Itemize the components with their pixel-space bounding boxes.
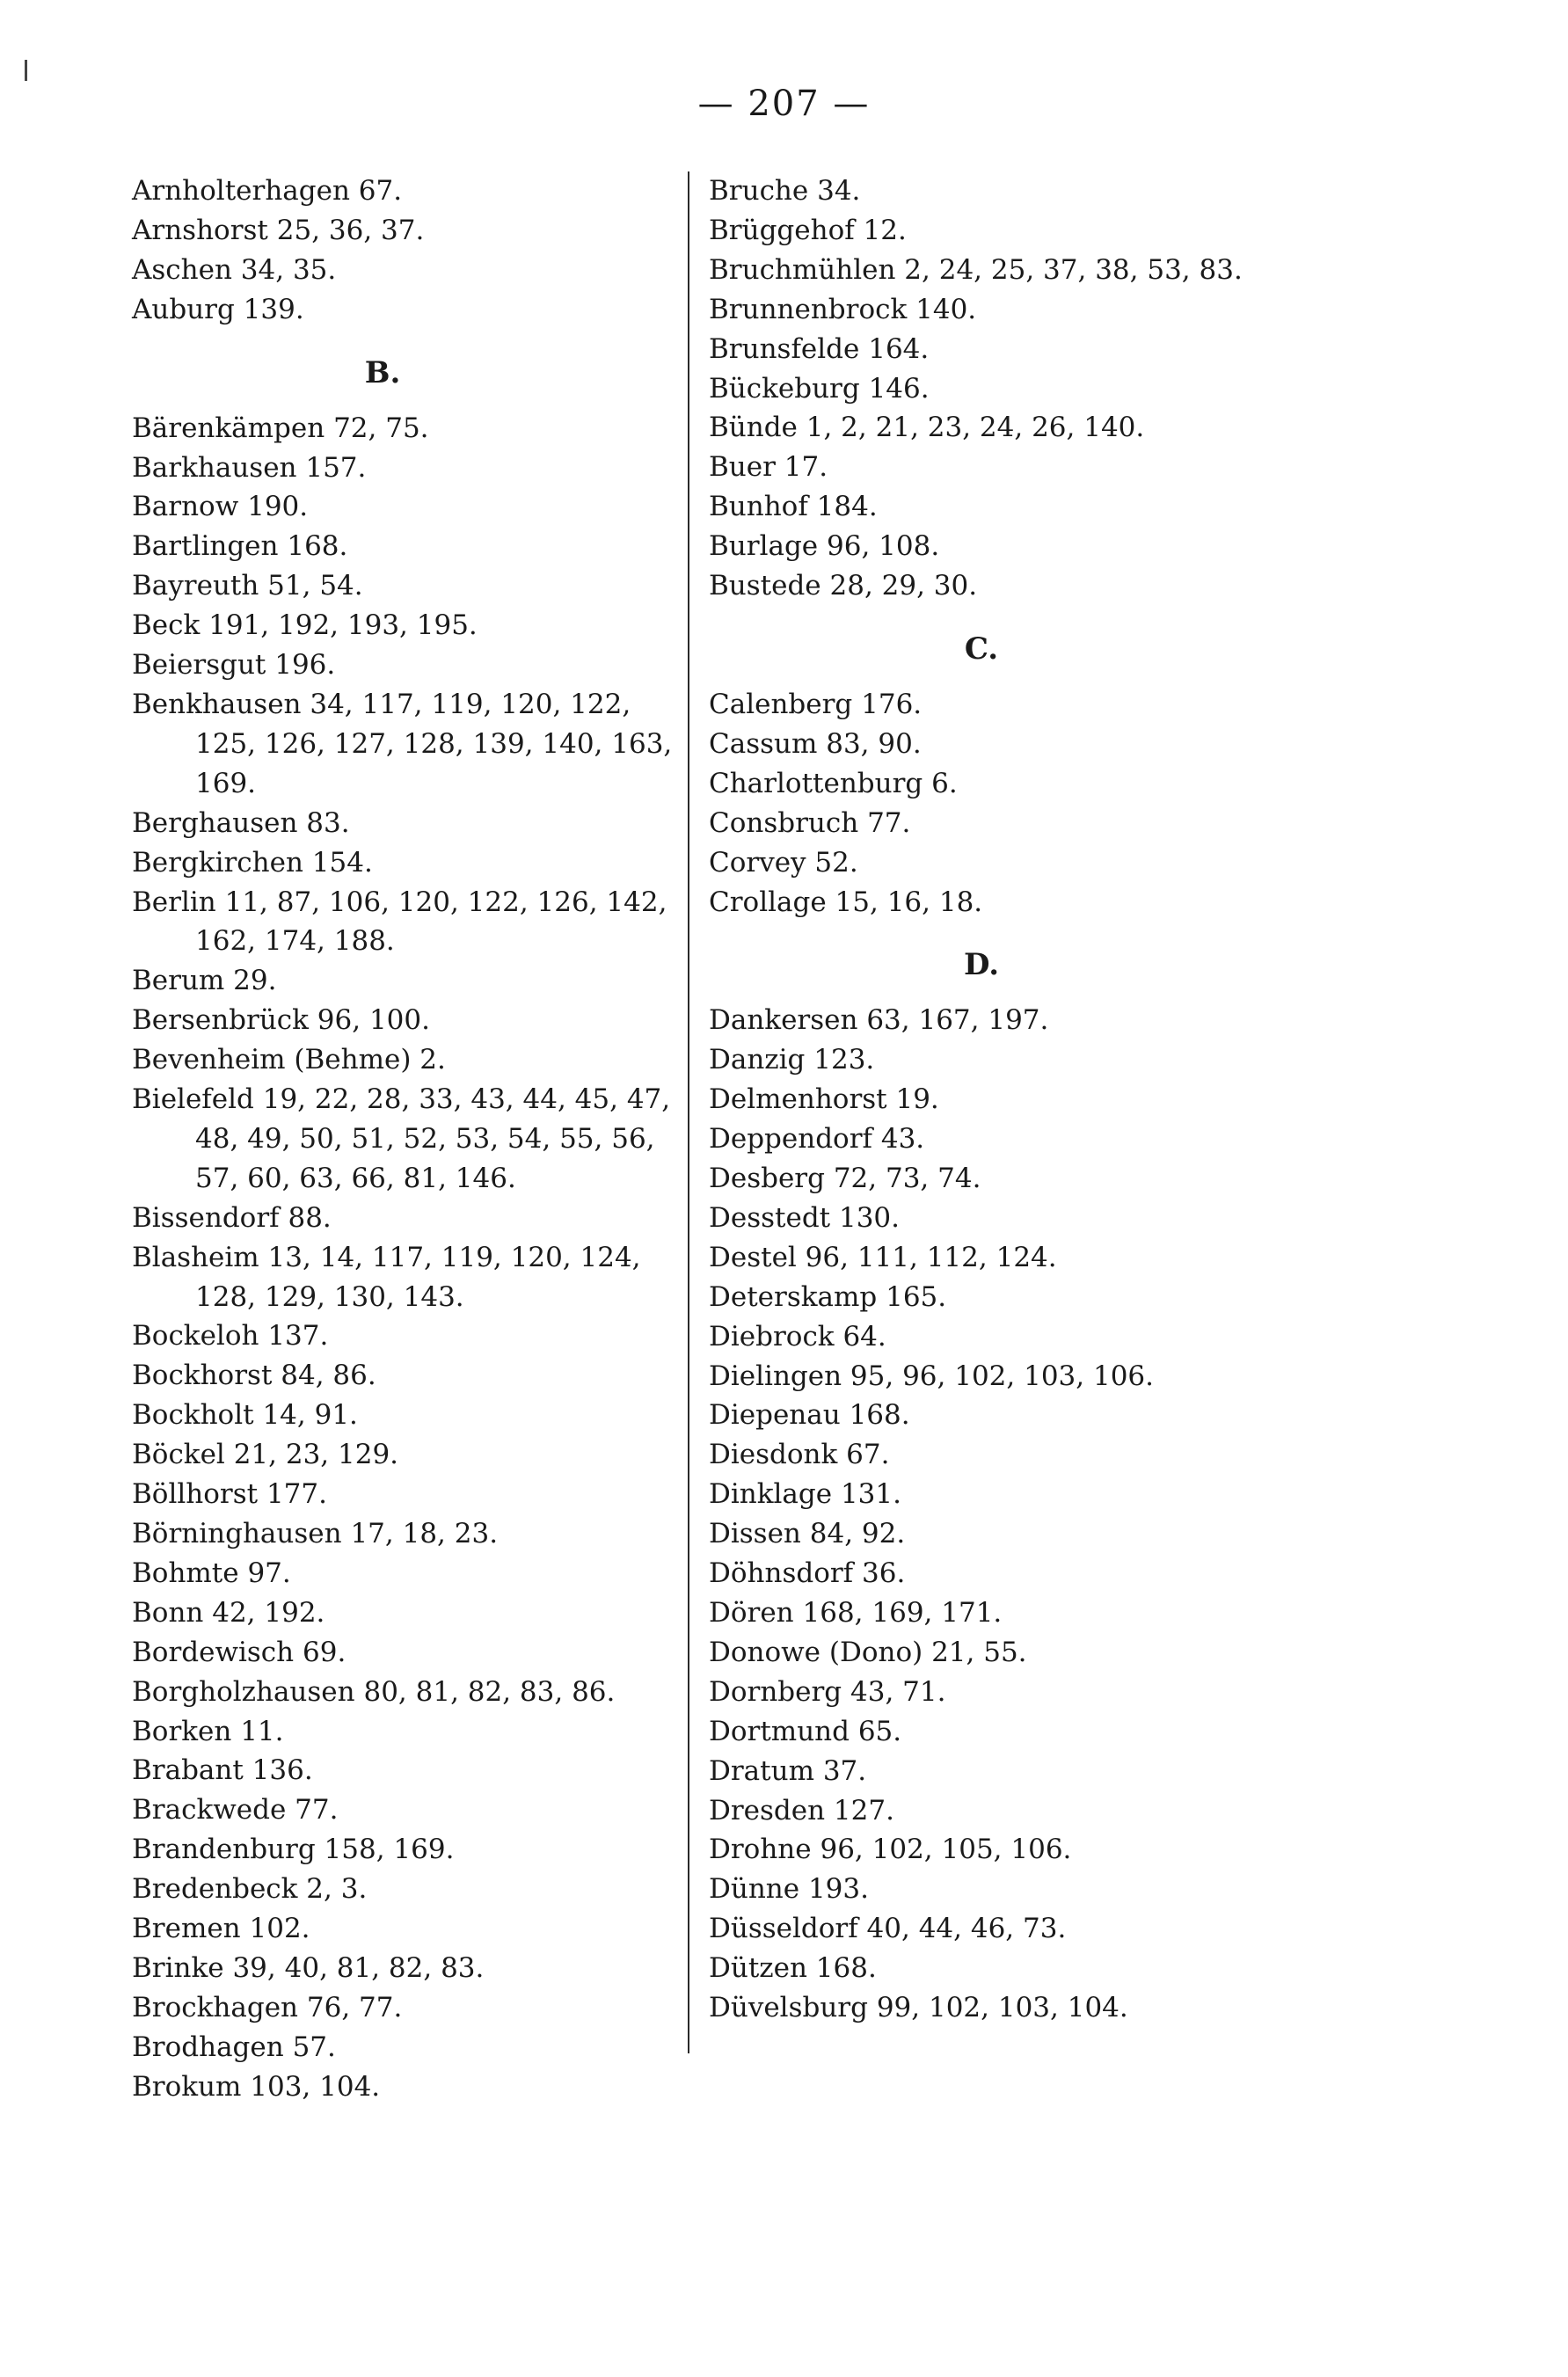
index-entry: Bersenbrück 96, 100. [132,1004,430,1037]
index-entry: Bevenheim (Behme) 2. [132,1044,446,1076]
section-heading-b: B. [364,354,401,390]
index-entry: Bruchmühlen 2, 24, 25, 37, 38, 53, 83. [709,253,1243,286]
index-entry: Bissendorf 88. [132,1201,332,1234]
index-entry: Dankersen 63, 167, 197. [709,1004,1049,1037]
index-entry: Brinke 39, 40, 81, 82, 83. [132,1951,485,1984]
index-entry: Burlage 96, 108. [709,530,940,563]
index-entry: Dortmund 65. [709,1715,902,1747]
index-entry: Börninghausen 17, 18, 23. [132,1518,499,1549]
left-column [132,171,677,2107]
index-entry: Brunnenbrock 140. [709,293,977,325]
index-entry: Desstedt 130. [709,1201,900,1234]
index-entry: Bockeloh 137. [132,1320,329,1353]
index-entry: Brockhagen 76, 77. [132,1991,403,2023]
index-entry: Düsseldorf 40, 44, 46, 73. [709,1913,1067,1945]
section-heading-d: D. [963,947,1000,983]
index-entry: Brokum 103, 104. [132,2070,381,2103]
index-entry: Corvey 52. [709,846,858,879]
index-entry: Arnshorst 25, 36, 37. [132,214,425,246]
entries-c [709,685,1272,922]
entries-a [132,171,677,330]
index-entry: Döhnsdorf 36. [709,1557,906,1590]
index-entry: Deppendorf 43. [709,1123,925,1156]
entries-d [709,1001,1272,2028]
index-entry: Beiersgut 196. [132,649,336,682]
index-entry: Bünde 1, 2, 21, 23, 24, 26, 140. [709,412,1145,444]
index-entry: Desberg 72, 73, 74. [709,1163,981,1195]
index-entry: Diesdonk 67. [709,1439,890,1471]
index-entry: Dören 168, 169, 171. [709,1597,1003,1629]
page-number: — 207 — [697,84,871,124]
index-entry: Böckel 21, 23, 129. [132,1439,399,1471]
index-entry: Cassum 83, 90. [709,727,922,760]
index-entry: Brackwede 77. [132,1794,339,1826]
index-entry: Bergkirchen 154. [132,846,373,879]
index-entry: Barnow 190. [132,491,309,523]
right-column [709,171,1272,2028]
index-entry: Brüggehof 12. [709,214,907,246]
index-entry: Brabant 136. [132,1754,313,1787]
index-entry: Deterskamp 165. [709,1280,947,1313]
index-entry: Bonn 42, 192. [132,1596,325,1629]
index-entry: Dinklage 131. [709,1478,901,1511]
section-heading-c: C. [964,631,999,667]
index-entry: Berum 29. [132,965,277,997]
index-entry: Brodhagen 57. [132,2031,336,2063]
index-entry: Böllhorst 177. [132,1478,327,1511]
index-entry: Bockholt 14, 91. [132,1399,358,1432]
index-entry: Dornberg 43, 71. [709,1675,946,1708]
index-entry: Bustede 28, 29, 30. [709,570,978,602]
index-entry: Buer 17. [709,451,828,484]
index-entry: Düvelsburg 99, 102, 103, 104. [709,1992,1128,2024]
index-entry: Bayreuth 51, 54. [132,570,363,602]
index-entry: Donowe (Dono) 21, 55. [709,1636,1027,1668]
index-entry: Aschen 34, 35. [132,253,337,286]
index-entry: Barkhausen 157. [132,451,367,484]
index-entry: Bruche 34. [709,175,861,207]
entries-b-left [132,409,677,2107]
index-entry: Consbruch 77. [709,806,911,839]
index-entry: Dresden 127. [709,1794,894,1826]
index-entry: Dünne 193. [709,1873,869,1906]
stray-print-mark [25,60,27,81]
index-entry: Bockhorst 84, 86. [132,1360,376,1392]
index-entry: Arnholterhagen 67. [132,175,403,207]
index-entry: Blasheim 13, 14, 117, 119, 120, 124, 128, 129, 130, 143. [132,1241,641,1313]
index-entry: Borken 11. [132,1715,284,1747]
index-entry: Diepenau 168. [709,1399,910,1432]
index-entry: Crollage 15, 16, 18. [709,886,983,918]
index-entry: Bunhof 184. [709,491,878,523]
index-entry: Bredenbeck 2, 3. [132,1873,368,1906]
index-entry: Bremen 102. [132,1913,310,1945]
index-entry: Calenberg 176. [709,688,923,720]
index-entry: Delmenhorst 19. [709,1083,939,1116]
index-entry: Dissen 84, 92. [709,1518,906,1550]
index-entry: Auburg 139. [132,293,304,325]
index-entry: Berlin 11, 87, 106, 120, 122, 126, 142, 162, 174, 188. [132,886,667,958]
index-entry: Diebrock 64. [709,1320,886,1353]
index-entry: Dielingen 95, 96, 102, 103, 106. [709,1360,1155,1392]
index-entry: Bordewisch 69. [132,1636,346,1668]
index-entry: Bohmte 97. [132,1557,291,1589]
index-entry: Bartlingen 168. [132,530,348,563]
entries-b-right [709,171,1272,606]
index-entry: Danzig 123. [709,1044,875,1076]
column-divider [688,171,689,2053]
index-entry: Berghausen 83. [132,806,350,839]
index-entry: Benkhausen 34, 117, 119, 120, 122, 125, 126, 127, 128, 139, 140, 163, 169. [132,688,673,799]
index-entry: Bielefeld 19, 22, 28, 33, 43, 44, 45, 47, 48, 49, 50, 51, 52, 53, 54, 55, 56, 57, 60, 63, 66, 81, 146. [132,1083,671,1194]
index-entry: Drohne 96, 102, 105, 106. [709,1834,1072,1866]
index-entry: Brandenburg 158, 169. [132,1834,455,1866]
index-entry: Charlottenburg 6. [709,767,958,799]
index-entry: Bärenkämpen 72, 75. [132,412,429,444]
index-entry: Brunsfelde 164. [709,332,930,365]
index-entry: Dützen 168. [709,1952,877,1985]
index-entry: Bückeburg 146. [709,372,930,405]
index-entry: Destel 96, 111, 112, 124. [709,1241,1057,1273]
index-entry: Dratum 37. [709,1754,867,1787]
index-entry: Beck 191, 192, 193, 195. [132,609,478,642]
index-entry: Borgholzhausen 80, 81, 82, 83, 86. [132,1675,616,1708]
